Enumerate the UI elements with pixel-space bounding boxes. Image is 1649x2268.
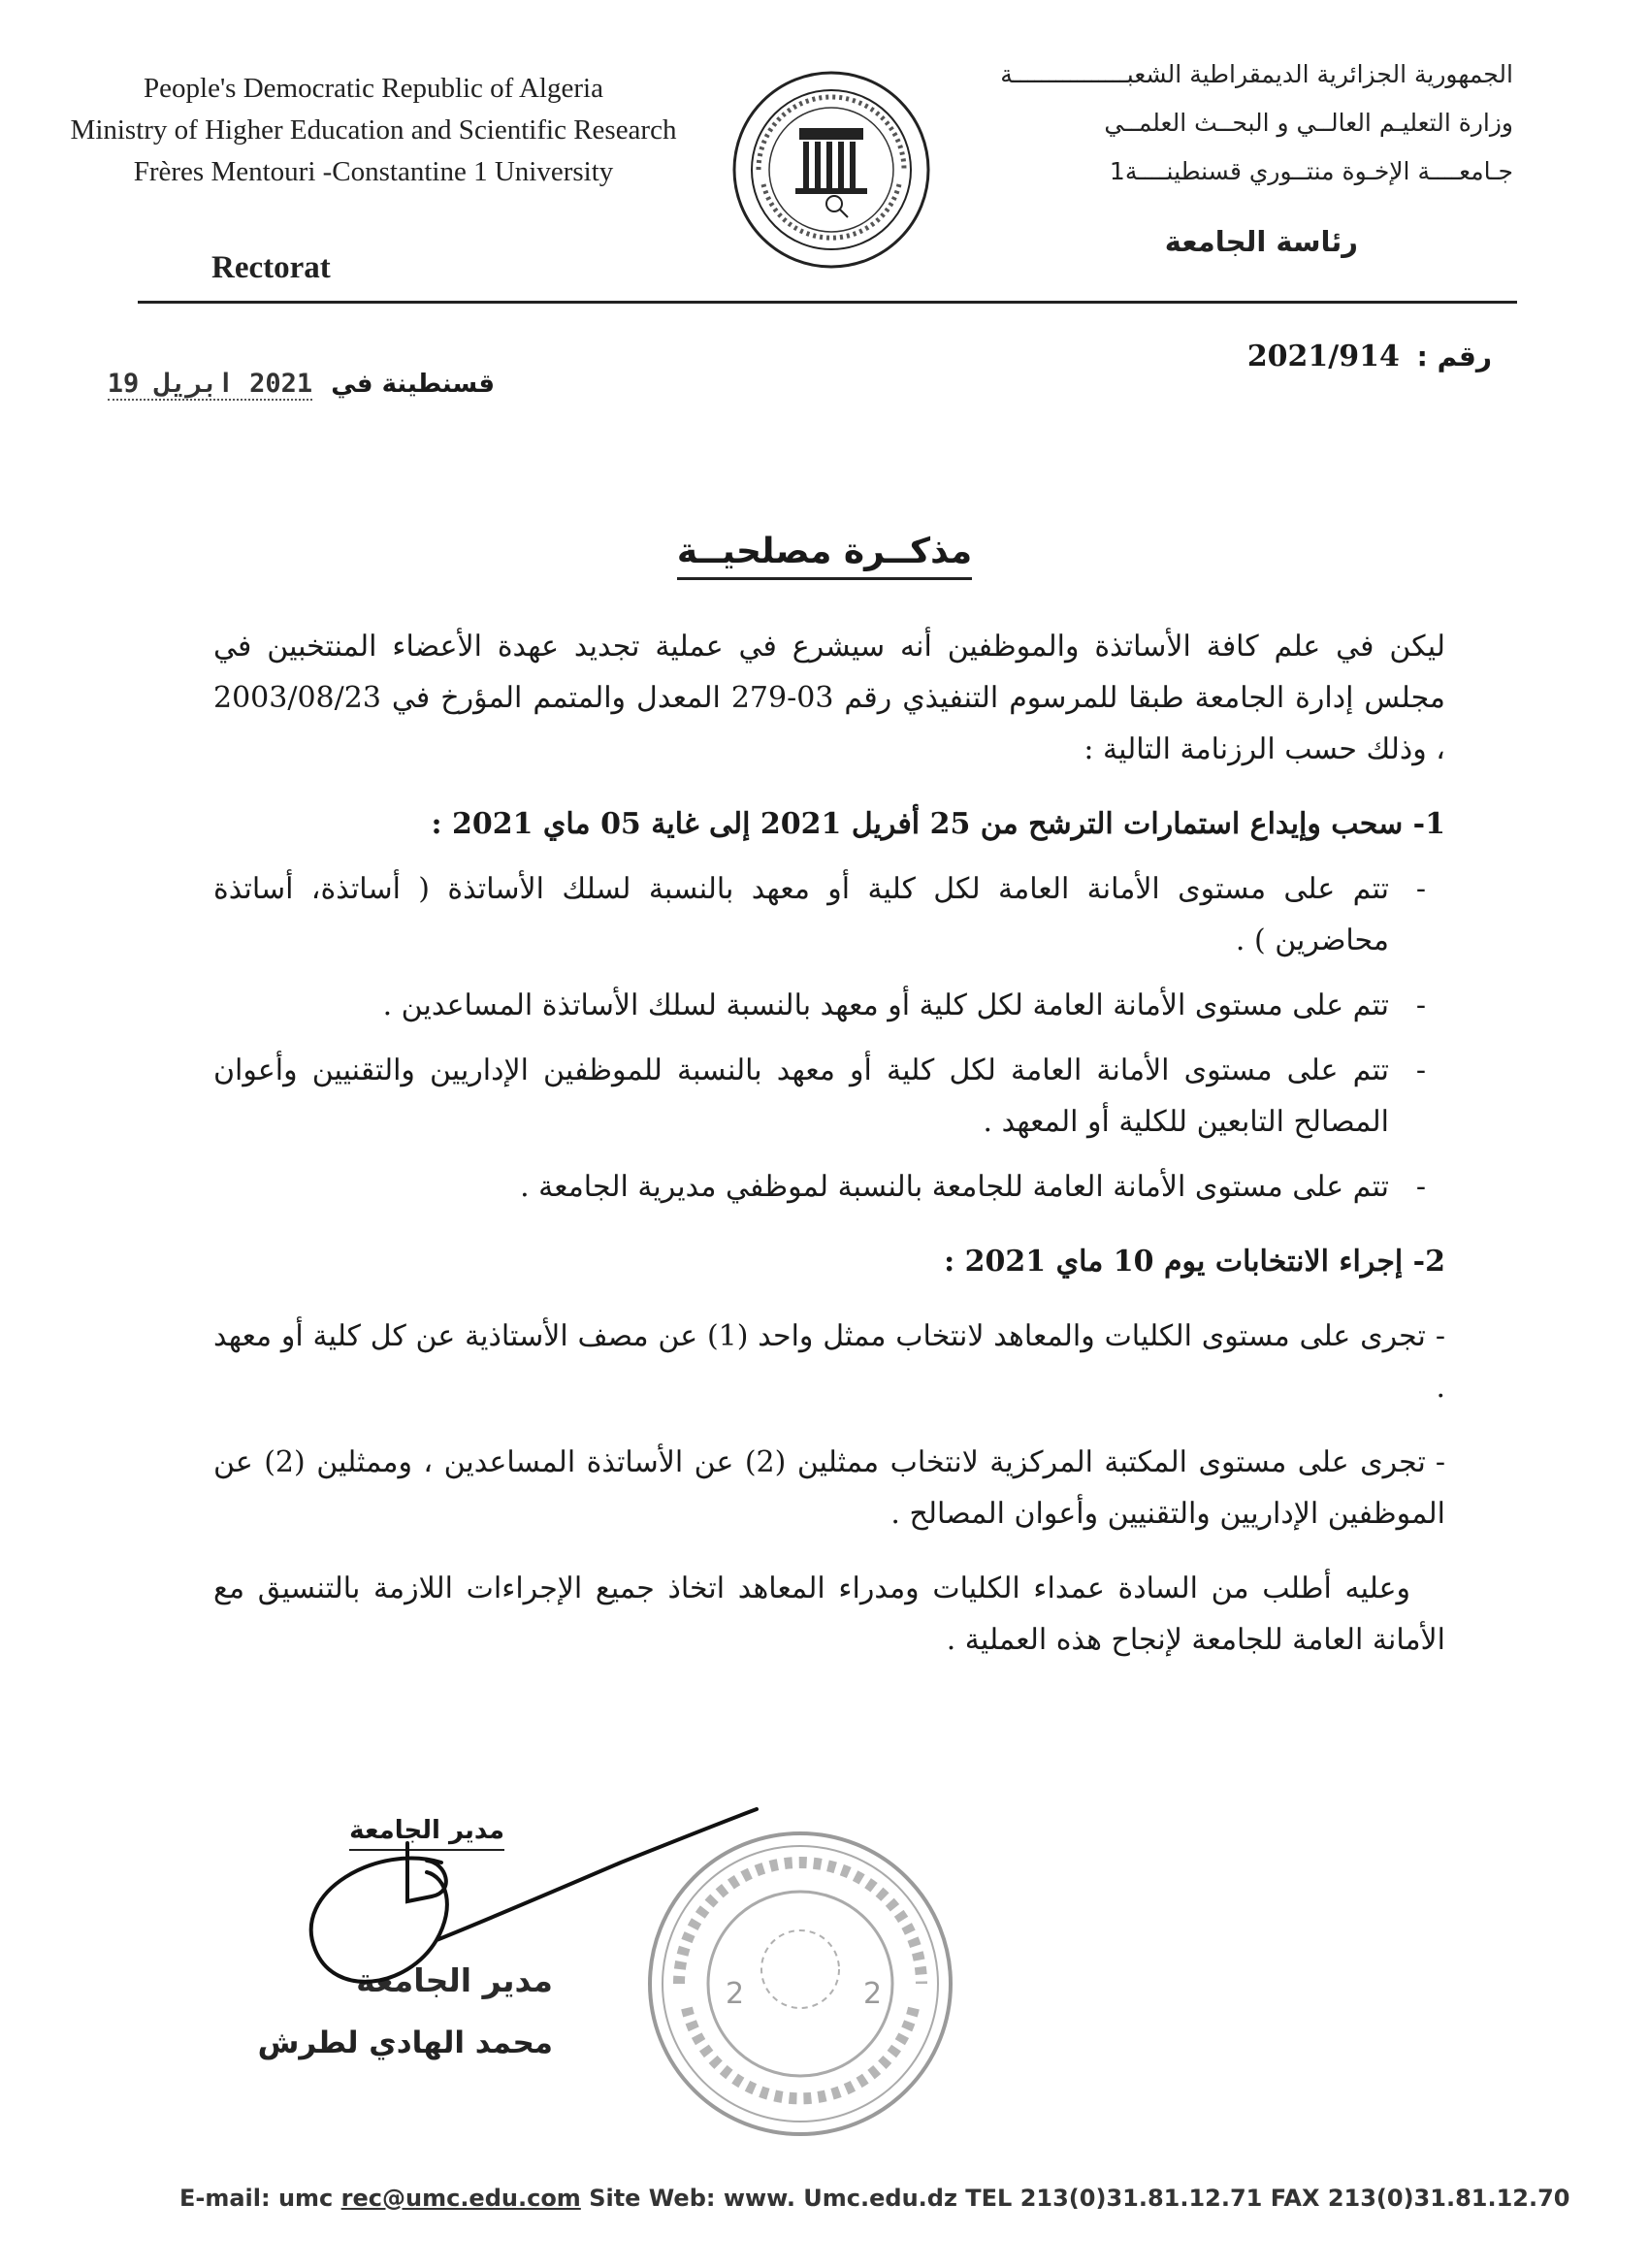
reference-number (1247, 340, 1492, 373)
footer-site-phone: Site Web: www. Umc.edu.dz TEL 213(0)31.81.12.71 FAX 213(0)31.81.12.70 (589, 2185, 1570, 2212)
place-date (108, 369, 495, 399)
header-english (39, 68, 708, 193)
document-title (0, 532, 1649, 571)
header-ar-ministry: وزارة التعليـم العالــي و البحــث العلمــي (1104, 109, 1513, 137)
section-2-heading: 2- إجراء الانتخابات يوم 10 ماي 2021 : (944, 1245, 1445, 1279)
signature-label: مدير الجامعة (349, 1816, 504, 1851)
header-ar-university: جـامعــــة الإخـوة منتــوري قسنطينــــة1 (1109, 157, 1513, 185)
closing-paragraph: وعليه أطلب من السادة عمداء الكليات ومدراء المعاهد اتخاذ جميع الإجراءات اللازمة بالتنسيق مع الأمانة العامة للجامعة لإنجاح هذه العملية . (213, 1571, 1445, 1657)
header-ministry: Ministry of Higher Education and Scientific Research (70, 114, 677, 146)
list-item: - تتم على مستوى الأمانة العامة للجامعة بالنسبة لموظفي مديرية الجامعة . (213, 1161, 1445, 1213)
document-body (213, 621, 1445, 1666)
intro-paragraph: ليكن في علم كافة الأساتذة والموظفين أنه سيشرع في عملية تجديد عهدة الأعضاء المنتخبين في مجلس إدارة الجامعة طبقا للمرسوم التنفيذي رقم 03-279 المعدل والمتمم المؤرخ في 2003/08/23 ، وذلك حسب الرزنامة التالية : (213, 630, 1446, 766)
place-label: قسنطينة في (331, 370, 495, 399)
presidency-label: رئاسة الجامعة (1164, 225, 1358, 258)
header-ar-country: الجمهورية الجزائرية الديمقراطية الشعبــــــــــــــــة (1000, 60, 1513, 88)
svg-text:2: 2 (726, 1977, 745, 2011)
section-1-heading: 1- سحب وإيداع استمارات الترشح من 25 أفريل 2021 إلى غاية 05 ماي 2021 : (431, 807, 1445, 841)
svg-text:2: 2 (863, 1977, 883, 2011)
footer-contact (179, 2185, 1570, 2212)
header-university: Frères Mentouri -Constantine 1 University (133, 156, 614, 187)
signatory-name: محمد الهادي لطرش (257, 2025, 553, 2060)
reference-value: 2021/914 (1246, 340, 1400, 373)
section-2-paragraph-1: -تجرى على مستوى الكليات والمعاهد لانتخاب ممثل واحد (1) عن مصف الأستاذية عن كل كلية أو معهد . (213, 1319, 1446, 1405)
footer-email-prefix: E-mail: umc (179, 2185, 334, 2212)
rectorat-label: Rectorat (211, 250, 331, 285)
list-item: - تتم على مستوى الأمانة العامة لكل كلية أو معهد بالنسبة لسلك الأساتذة المساعدين . (213, 980, 1445, 1031)
list-item: - تتم على مستوى الأمانة العامة لكل كلية أو معهد بالنسبة للموظفين الإداريين والتقنيين وأعوان المصالح التابعين للكلية أو المعهد . (213, 1045, 1445, 1148)
header-divider (138, 301, 1517, 304)
header-arabic (970, 50, 1513, 196)
university-seal-icon (729, 68, 933, 272)
section-1-list (213, 863, 1445, 1213)
signature-stamp-title: مدير الجامعة (356, 1961, 553, 1999)
section-2-paragraph-2: -تجرى على مستوى المكتبة المركزية لانتخاب ممثلين (2) عن الأساتذة المساعدين ، وممثلين (2) عن الموظفين الإداريين والتقنيين وأعوان المصالح . (213, 1445, 1445, 1531)
document-title-text: مذكــرة مصلحيــة (677, 532, 972, 580)
reference-label: رقم : (1416, 340, 1492, 373)
section-2-paragraph-1-text: تجرى على مستوى الكليات والمعاهد لانتخاب ممثل واحد (1) عن مصف الأستاذية عن كل كلية أو معهد . (213, 1319, 1445, 1405)
handwritten-signature-icon (262, 1804, 766, 2027)
section-2-paragraph-2-text: تجرى على مستوى المكتبة المركزية لانتخاب ممثلين (2) عن الأساتذة المساعدين ، وممثلين (2) عن الموظفين الإداريين والتقنيين وأعوان المصالح . (213, 1445, 1445, 1531)
date-stamp: 2021 ابريل 19 (107, 369, 313, 399)
footer-email-link[interactable]: rec@umc.edu.com (340, 2185, 581, 2212)
header-country: People's Democratic Republic of Algeria (144, 73, 603, 104)
list-item: - تتم على مستوى الأمانة العامة لكل كلية أو معهد بالنسبة لسلك الأساتذة ( أساتذة، أساتذة محاضرين ) . (213, 863, 1445, 966)
